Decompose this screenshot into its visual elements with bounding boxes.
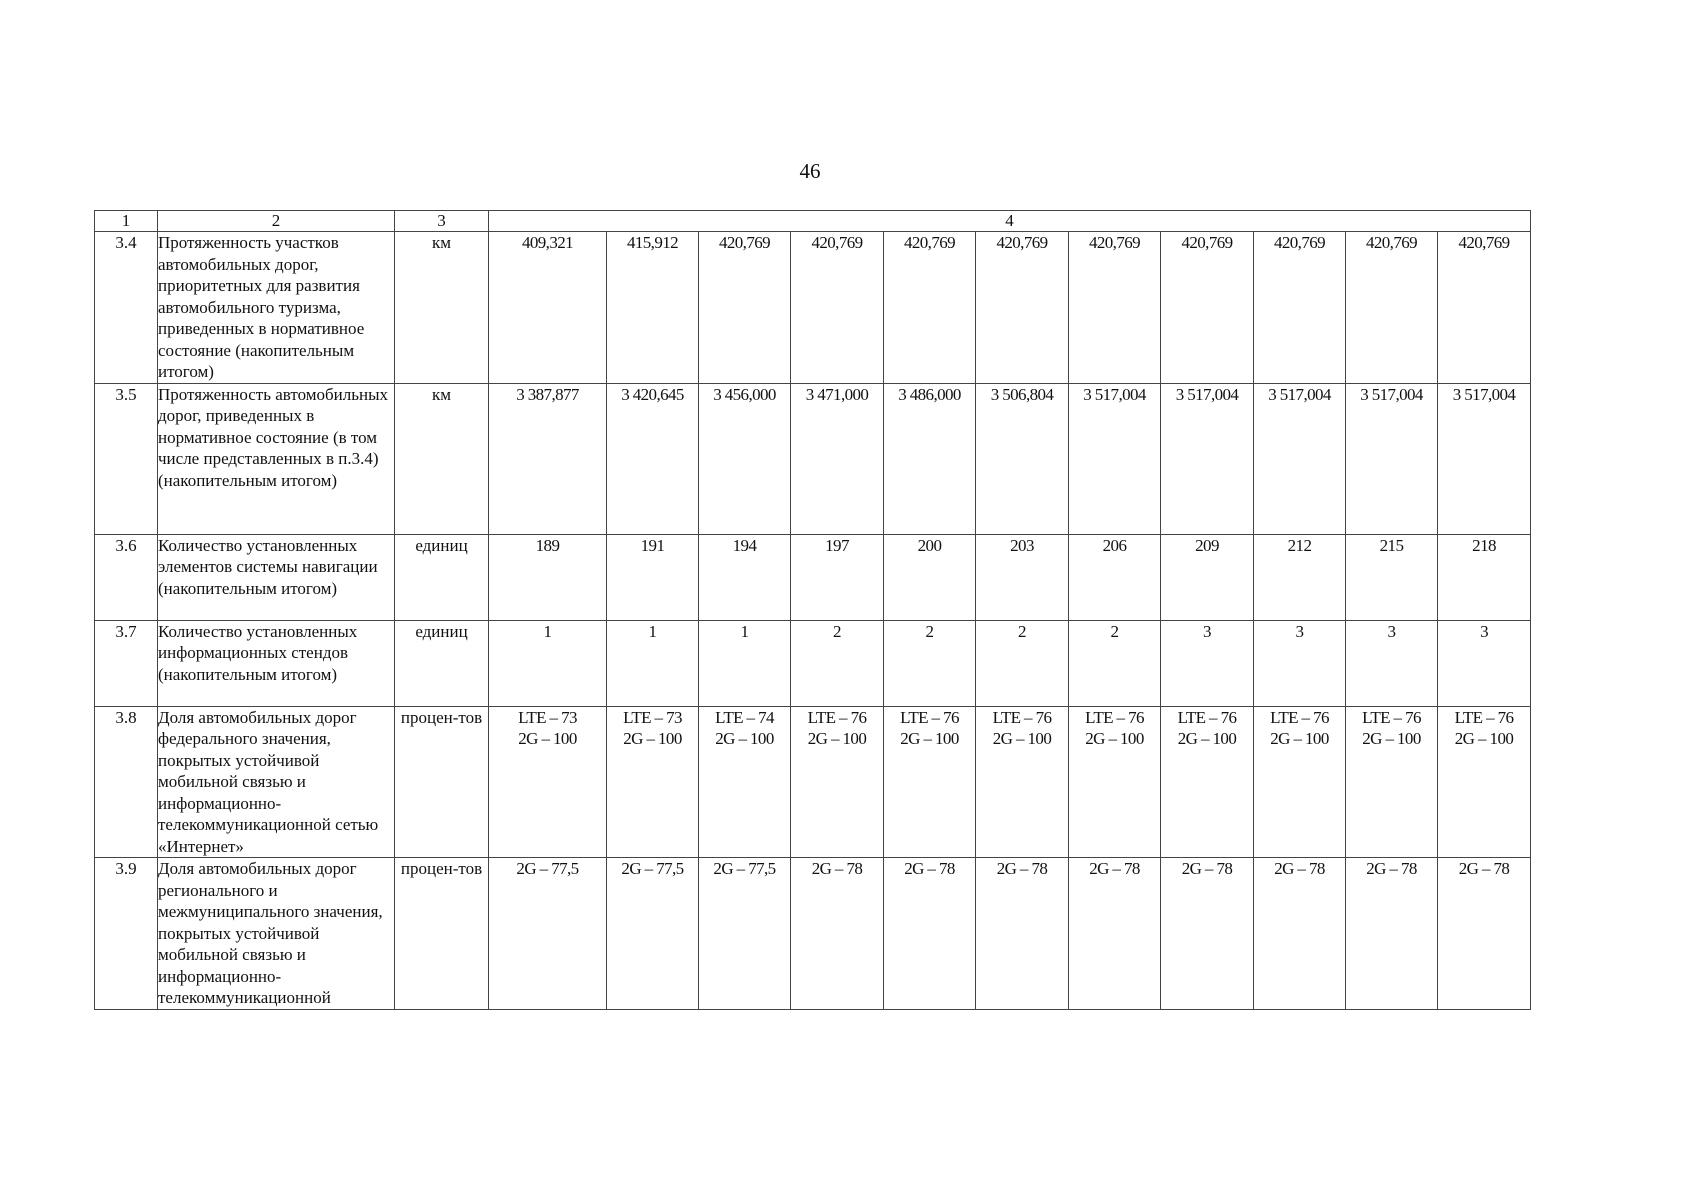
- value-cell: 420,769: [976, 232, 1069, 384]
- value-line: 2G – 100: [1177, 729, 1237, 748]
- table-row: [95, 858, 1531, 1010]
- value-cell: 420,769: [791, 232, 884, 384]
- value-cell: 420,769: [1069, 232, 1161, 384]
- value-line: LTE – 73: [518, 707, 577, 727]
- header-cell-3: 3: [395, 211, 489, 232]
- value-cell: 2G – 77,5: [489, 858, 607, 1010]
- value-cell: 3: [1438, 620, 1531, 706]
- unit-of-measure: км: [395, 383, 489, 534]
- page-number: 46: [799, 159, 821, 183]
- value-cell: 420,769: [1161, 232, 1254, 384]
- value-cell: 206: [1069, 534, 1161, 620]
- value-cell: 3 486,000: [884, 383, 976, 534]
- value-cell: 189: [489, 534, 607, 620]
- row-number: 3.8: [95, 706, 158, 858]
- table-row: [95, 232, 1531, 384]
- value-cell: 209: [1161, 534, 1254, 620]
- value-cell: 3 517,004: [1254, 383, 1346, 534]
- value-cell: [699, 706, 791, 858]
- value-cell: [489, 706, 607, 858]
- value-cell: 200: [884, 534, 976, 620]
- indicator-name: Доля автомобильных дорог федерального значения, покрытых устойчивой мобильной связью и информационно-телекоммуникационной сетью «Интернет»: [158, 706, 395, 858]
- value-cell: 415,912: [607, 232, 699, 384]
- value-cell: 3 517,004: [1069, 383, 1161, 534]
- value-cell: 420,769: [1346, 232, 1438, 384]
- value-cell: 218: [1438, 534, 1531, 620]
- value-cell: 3 387,877: [489, 383, 607, 534]
- value-cell: 2G – 78: [791, 858, 884, 1010]
- row-number: 3.7: [95, 620, 158, 706]
- value-cell: 215: [1346, 534, 1438, 620]
- value-cell: 3 456,000: [699, 383, 791, 534]
- value-cell: 2: [884, 620, 976, 706]
- value-cell: [1438, 706, 1531, 858]
- indicator-name: Протяженность участков автомобильных дорог, приоритетных для развития автомобильного туризма, приведенных в нормативное состояние (накопительным итогом): [158, 232, 395, 384]
- value-cell: 2: [1069, 620, 1161, 706]
- indicator-name: Количество установленных элементов системы навигации (накопительным итогом): [158, 534, 395, 620]
- value-cell: 420,769: [884, 232, 976, 384]
- value-cell: [976, 706, 1069, 858]
- header-cell-4: 4: [489, 211, 1531, 232]
- value-cell: 1: [489, 620, 607, 706]
- value-line: LTE – 76: [1362, 707, 1421, 727]
- value-cell: [1161, 706, 1254, 858]
- value-cell: 212: [1254, 534, 1346, 620]
- value-cell: 420,769: [1254, 232, 1346, 384]
- row-number: 3.9: [95, 858, 158, 1010]
- value-cell: 3 517,004: [1346, 383, 1438, 534]
- value-line: LTE – 74: [715, 707, 774, 727]
- header-cell-1: 1: [95, 211, 158, 232]
- value-cell: 3 420,645: [607, 383, 699, 534]
- value-cell: 2G – 77,5: [607, 858, 699, 1010]
- value-cell: 3 517,004: [1161, 383, 1254, 534]
- unit-of-measure: единиц: [395, 534, 489, 620]
- value-cell: 2G – 78: [1438, 858, 1531, 1010]
- value-cell: 2G – 78: [976, 858, 1069, 1010]
- value-cell: 3: [1161, 620, 1254, 706]
- row-number: 3.5: [95, 383, 158, 534]
- value-cell: 3 517,004: [1438, 383, 1531, 534]
- value-line: LTE – 73: [623, 707, 682, 727]
- value-line: LTE – 76: [1085, 707, 1144, 727]
- value-cell: 409,321: [489, 232, 607, 384]
- value-cell: 1: [699, 620, 791, 706]
- value-line: LTE – 76: [807, 707, 867, 727]
- value-line: 2G – 100: [992, 729, 1052, 748]
- value-cell: 197: [791, 534, 884, 620]
- value-line: 2G – 100: [1454, 729, 1514, 748]
- value-cell: 3: [1346, 620, 1438, 706]
- value-cell: [1346, 706, 1438, 858]
- value-cell: [607, 706, 699, 858]
- header-cell-2: 2: [158, 211, 395, 232]
- value-cell: 2G – 78: [884, 858, 976, 1010]
- value-cell: 420,769: [699, 232, 791, 384]
- value-cell: 420,769: [1438, 232, 1531, 384]
- value-cell: 2G – 78: [1161, 858, 1254, 1010]
- value-line: LTE – 76: [1270, 707, 1329, 727]
- value-cell: 2G – 78: [1254, 858, 1346, 1010]
- value-cell: 1: [607, 620, 699, 706]
- value-cell: 2: [976, 620, 1069, 706]
- value-cell: 3 506,804: [976, 383, 1069, 534]
- indicator-name: Протяженность автомобильных дорог, приведенных в нормативное состояние (в том числе представленных в п.3.4) (накопительным итогом): [158, 383, 395, 534]
- value-cell: 203: [976, 534, 1069, 620]
- value-cell: [1254, 706, 1346, 858]
- table-header-row: [95, 211, 1531, 232]
- unit-of-measure: единиц: [395, 620, 489, 706]
- value-line: LTE – 76: [1454, 707, 1514, 727]
- value-line: LTE – 76: [900, 707, 959, 727]
- value-cell: [884, 706, 976, 858]
- value-line: 2G – 100: [1085, 729, 1144, 748]
- value-line: 2G – 100: [1362, 729, 1421, 748]
- value-cell: 3: [1254, 620, 1346, 706]
- table-row: [95, 706, 1531, 858]
- indicator-name: Количество установленных информационных стендов (накопительным итогом): [158, 620, 395, 706]
- value-line: LTE – 76: [992, 707, 1052, 727]
- value-cell: 2G – 78: [1069, 858, 1161, 1010]
- value-line: 2G – 100: [900, 729, 959, 748]
- row-number: 3.6: [95, 534, 158, 620]
- value-cell: 191: [607, 534, 699, 620]
- table-row: [95, 534, 1531, 620]
- value-line: 2G – 100: [715, 729, 774, 748]
- indicator-name: Доля автомобильных дорог регионального и межмуниципального значения, покрытых устойчивой мобильной связью и информационно-телекоммуникационной: [158, 858, 395, 1010]
- value-cell: 2G – 78: [1346, 858, 1438, 1010]
- value-cell: [1069, 706, 1161, 858]
- value-cell: 3 471,000: [791, 383, 884, 534]
- value-cell: 194: [699, 534, 791, 620]
- indicator-table: [94, 210, 1531, 1010]
- value-line: 2G – 100: [807, 729, 867, 748]
- row-number: 3.4: [95, 232, 158, 384]
- value-line: 2G – 100: [1270, 729, 1329, 748]
- value-line: LTE – 76: [1177, 707, 1237, 727]
- unit-of-measure: км: [395, 232, 489, 384]
- value-line: 2G – 100: [623, 729, 682, 748]
- table-row: [95, 620, 1531, 706]
- value-cell: 2G – 77,5: [699, 858, 791, 1010]
- unit-of-measure: процен-тов: [395, 858, 489, 1010]
- table-row: [95, 383, 1531, 534]
- value-cell: 2: [791, 620, 884, 706]
- value-line: 2G – 100: [518, 729, 577, 748]
- unit-of-measure: процен-тов: [395, 706, 489, 858]
- table-body: [95, 232, 1531, 1010]
- value-cell: [791, 706, 884, 858]
